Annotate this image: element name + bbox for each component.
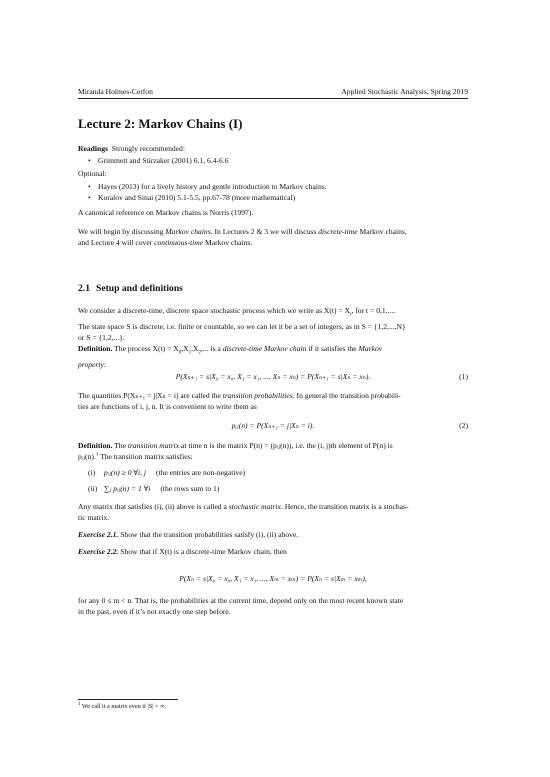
- canonical-reference: A canonical reference on Markov chains is Norris (1997).: [78, 208, 254, 217]
- intro-paragraph: We will begin by discussing Markov chains. In Lectures 2 & 3 we will discuss discrete-time Markov chains, and Lecture 4 will cover continuous-time Markov chains.: [78, 227, 407, 247]
- list-item: • Koralov and Sinai (2010) 5.1-5.5, pp.67-78 (more mathematical): [88, 193, 296, 202]
- section-number: 2.1: [78, 283, 90, 294]
- section-heading: [78, 283, 183, 294]
- readings-label: Readings: [78, 144, 108, 153]
- definition-markov-chain: Definition. The process $X(t) = X_0,X_1,X_2$,... is a discrete-time Markov chain if it satisfies the Markov property:: [78, 344, 383, 369]
- footnote-rule: [78, 699, 178, 700]
- bullet-icon: •: [88, 193, 91, 202]
- transition-paragraph: The quantities P(Xₙ₊₁ = j|Xₙ = i) are called the transition probabilities. In general the transition probabili- ties are functions of i, j, n. It is convenient to write them as: [78, 391, 401, 411]
- bullet-icon: •: [88, 156, 91, 165]
- equation-2-text: pᵢⱼ(n) = P(Xₙ₊₁ = j|Xₙ = i).: [231, 421, 315, 430]
- equation-1: [78, 371, 468, 382]
- equation-2: [78, 420, 468, 431]
- equation-1-text: P(Xₙ₊₁ = s|X₀ = x₀, X₁ = x₁, ..., Xₙ = xₙ) = P(Xₙ₊₁ = s|Xₙ = xₙ).: [175, 372, 371, 381]
- exercise-2-2: Exercise 2.2. Show that if X(t) is a discrete-time Markov chain, then: [78, 547, 287, 556]
- equation-2-number: (2): [459, 421, 468, 430]
- closing-paragraph: for any 0 ≤ m < n. That is, the probabilities at the current time, depend only on the most recent known state in the past, even if it’s not exactly one step before.: [78, 596, 404, 616]
- header-rule: [78, 98, 468, 99]
- conditions-list: [88, 467, 468, 496]
- footnote-marker: 1: [95, 452, 99, 458]
- readings-strongly: Strongly recommended:: [111, 144, 185, 153]
- optional-readings-list: [88, 181, 468, 203]
- equation-3-text: P(Xₙ = s|X₀ = x₀, X₁ = x₁, ..., Xₘ = xₘ) = P(Xₙ = s|Xₘ = xₘ),: [179, 574, 367, 583]
- bullet-icon: •: [88, 182, 91, 191]
- header-author: Miranda Holmes-Cerfon: [78, 87, 153, 96]
- exercise-2-1: Exercise 2.1. Show that the transition probabilities satisfy (i), (ii) above.: [78, 530, 299, 539]
- readings-line: [78, 143, 468, 154]
- setup-paragraph: We consider a discrete-time, discrete space stochastic process which we write as $X(t) = X_t$, for t = 0,1,.... The state space S is discrete, i.e. finite or countable, so we can let it be a set of integers, as in S = {1,2,...,N} or S = {1,2,...}.: [78, 306, 406, 342]
- stochastic-paragraph: Any matrix that satisfies (i), (ii) above is called a stochastic matrix. Hence, the transition matrix is a stochas- tic matrix.: [78, 502, 409, 522]
- list-item: (ii) ∑ⱼ pᵢⱼ(n) = 1 ∀i (the rows sum to 1): [88, 484, 220, 493]
- list-item: • Grimmett and Stirzaker (2001) 6.1, 6.4-6.6: [88, 156, 229, 165]
- strong-readings-list: [88, 155, 468, 166]
- running-header: [78, 86, 468, 97]
- optional-label: Optional:: [78, 169, 107, 178]
- section-title-text: Setup and definitions: [96, 283, 183, 294]
- equation-1-number: (1): [459, 372, 468, 381]
- lecture-title: Lecture 2: Markov Chains (I): [78, 116, 243, 131]
- list-item: (i) pᵢⱼ(n) ≥ 0 ∀i, j (the entries are non-negative): [88, 468, 246, 477]
- footnote: $^1$ We call it a matrix even if |S| = ∞.: [78, 701, 167, 710]
- header-course: Applied Stochastic Analysis, Spring 2019: [341, 87, 468, 96]
- definition-transition-matrix: Definition. The transition matrix at time n is the matrix P(n) = (pᵢⱼ(n)), i.e. the (i, j)th element of P(n) is pᵢⱼ(n).$^1$ The transition matrix satisfies:: [78, 441, 393, 461]
- list-item: • Hayes (2013) for a lively history and gentle introduction to Markov chains.: [88, 182, 327, 191]
- equation-3: [78, 573, 468, 584]
